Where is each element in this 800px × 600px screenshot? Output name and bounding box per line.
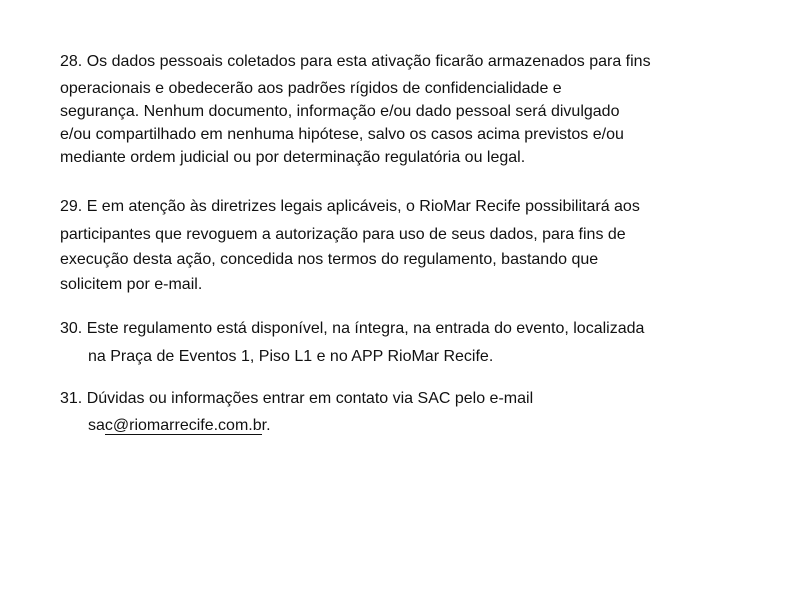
email-prefix: sa xyxy=(88,417,105,434)
email-suffix: r. xyxy=(261,417,271,434)
clause-31 xyxy=(60,388,760,442)
clause-line: 30. Este regulamento está disponível, na íntegra, na entrada do evento, localizada xyxy=(60,320,645,337)
clause-line: execução desta ação, concedida nos termos do regulamento, bastando que xyxy=(60,251,599,268)
clause-line: 31. Dúvidas ou informações entrar em contato via SAC pelo e-mail xyxy=(60,390,534,407)
sac-email-link[interactable]: c@riomarrecife.com.b xyxy=(104,417,262,434)
clause-line: solicitem por e-mail. xyxy=(60,276,203,293)
clause-29 xyxy=(60,196,760,298)
clause-line: 28. Os dados pessoais coletados para esta ativação ficarão armazenados para fins xyxy=(60,53,651,70)
clause-30 xyxy=(60,318,760,374)
email-line xyxy=(60,415,760,442)
clause-28 xyxy=(60,51,760,169)
clause-line: segurança. Nenhum documento, informação e/ou dado pessoal será divulgado xyxy=(60,103,620,120)
clause-line: mediante ordem judicial ou por determinação regulatória ou legal. xyxy=(60,149,526,166)
clause-line: 29. E em atenção às diretrizes legais aplicáveis, o RioMar Recife possibilitará aos xyxy=(60,198,640,215)
clause-line: e/ou compartilhado em nenhuma hipótese, salvo os casos acima previstos e/ou xyxy=(60,126,624,143)
clause-line: participantes que revoguem a autorização para uso de seus dados, para fins de xyxy=(60,226,626,243)
clause-line: na Praça de Eventos 1, Piso L1 e no APP RioMar Recife. xyxy=(88,348,494,365)
clause-line: operacionais e obedecerão aos padrões rígidos de confidencialidade e xyxy=(60,80,562,97)
